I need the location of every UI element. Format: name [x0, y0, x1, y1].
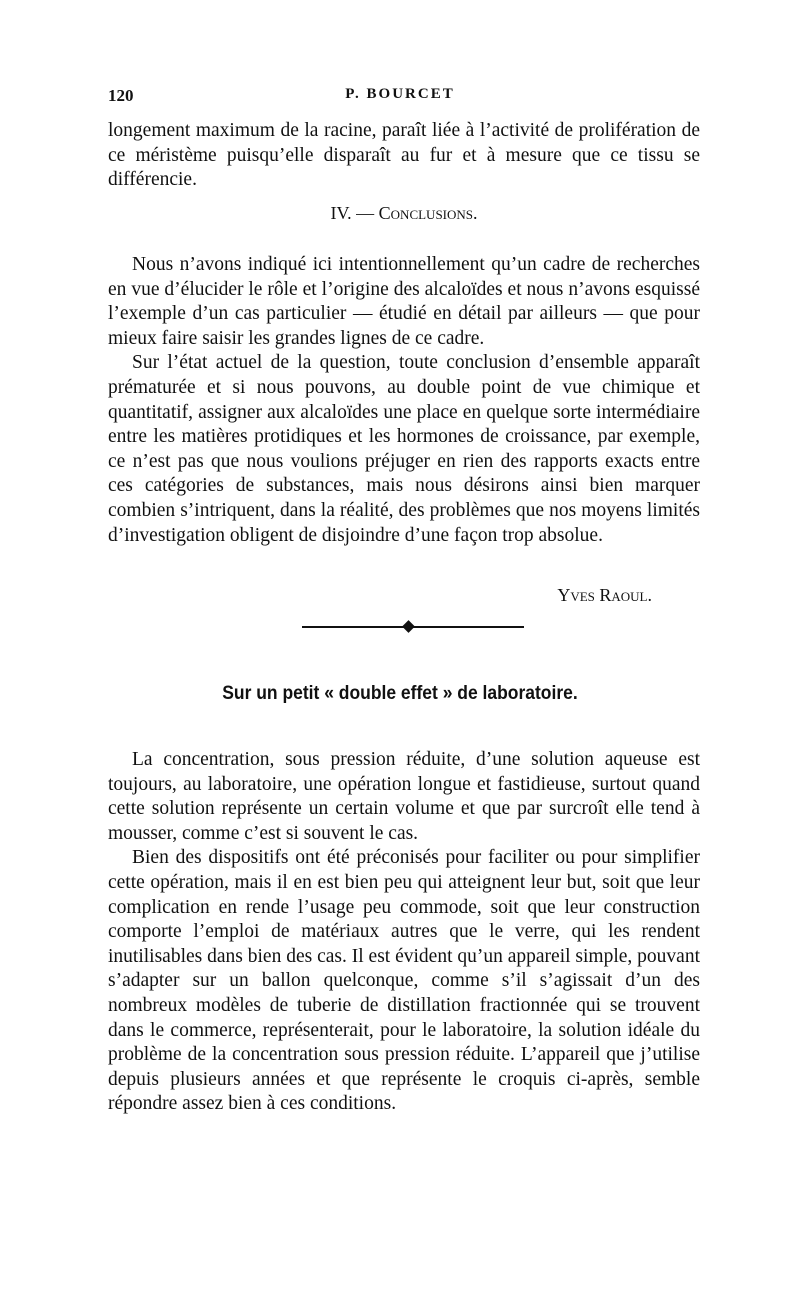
article-body: [108, 748, 700, 1117]
paragraph: Sur l’état actuel de la question, toute conclusion d’ensemble apparaît prématurée et si nous pouvons, au double point de vue chimique et quantitatif, assigner aux alcaloïdes une place en quelque sorte intermédiaire entre les matières protidiques et les hormones de croissance, par exemple, ce n’est pas que nous voulions préjuger en rien des rapports exacts entre ces catégories de substances, mais nous désirons ainsi bien marquer combien s’intriquent, dans la réalité, des problèmes que nos moyens limités d’investigation obligent de disjoindre d’une façon trop absolue.: [108, 352, 700, 546]
author-signature: Yves Raoul.: [557, 585, 652, 605]
section-number: IV.: [330, 203, 352, 223]
paragraph: longement maximum de la racine, paraît liée à l’activité de prolifération de ce méristème puisqu’elle disparaît au fur et à mesure que ce tissu se différencie.: [108, 120, 700, 191]
page-header: [108, 86, 692, 110]
paragraph: Bien des dispositifs ont été préconisés pour faciliter ou pour simplifier cette opération, mais il en est bien peu qui atteignent leur but, soit que leur complication en rende l’usage peu commode, soit que leur construction comporte l’emploi de matériaux autres que le verre, qui les rendent inutilisables dans bien des cas. Il est évident qu’un appareil simple, pouvant s’adapter sur un ballon quelconque, comme s’il s’agissait d’un des nombreux modèles de tuberie de distillation fractionnée qui se trouvent dans le commerce, représenterait, pour le laboratoire, la solution idéale du problème de la concentration sous pression réduite. L’appareil que j’utilise depuis plusieurs années et que représente le croquis ci-après, semble répondre assez bien à ces conditions.: [108, 847, 700, 1115]
paragraph: Nous n’avons indiqué ici intentionnellement qu’un cadre de recherches en vue d’élucider le rôle et l’origine des alcaloïdes et nous n’avons esquissé l’exemple d’un cas particulier — étudié en détail par ailleurs — que pour mieux faire saisir les grandes lignes de ce cadre.: [108, 254, 700, 349]
running-head: P. BOURCET: [345, 86, 455, 102]
paragraph: La concentration, sous pression réduite, d’une solution aqueuse est toujours, au laboratoire, une opération longue et fastidieuse, surtout quand cette solution représente un certain volume et que par surcroît elle tend à mousser, comme c’est si souvent le cas.: [108, 749, 700, 844]
page-number: 120: [108, 86, 134, 105]
section-title: Conclusions.: [378, 203, 478, 223]
section-dash: —: [356, 203, 375, 223]
section-heading: [108, 203, 700, 224]
diamond-ornament-icon: [402, 620, 415, 633]
article-title: Sur un petit « double effet » de laboratoire.: [222, 683, 578, 704]
continuation-paragraph: [108, 119, 700, 193]
conclusions-body: [108, 253, 700, 548]
